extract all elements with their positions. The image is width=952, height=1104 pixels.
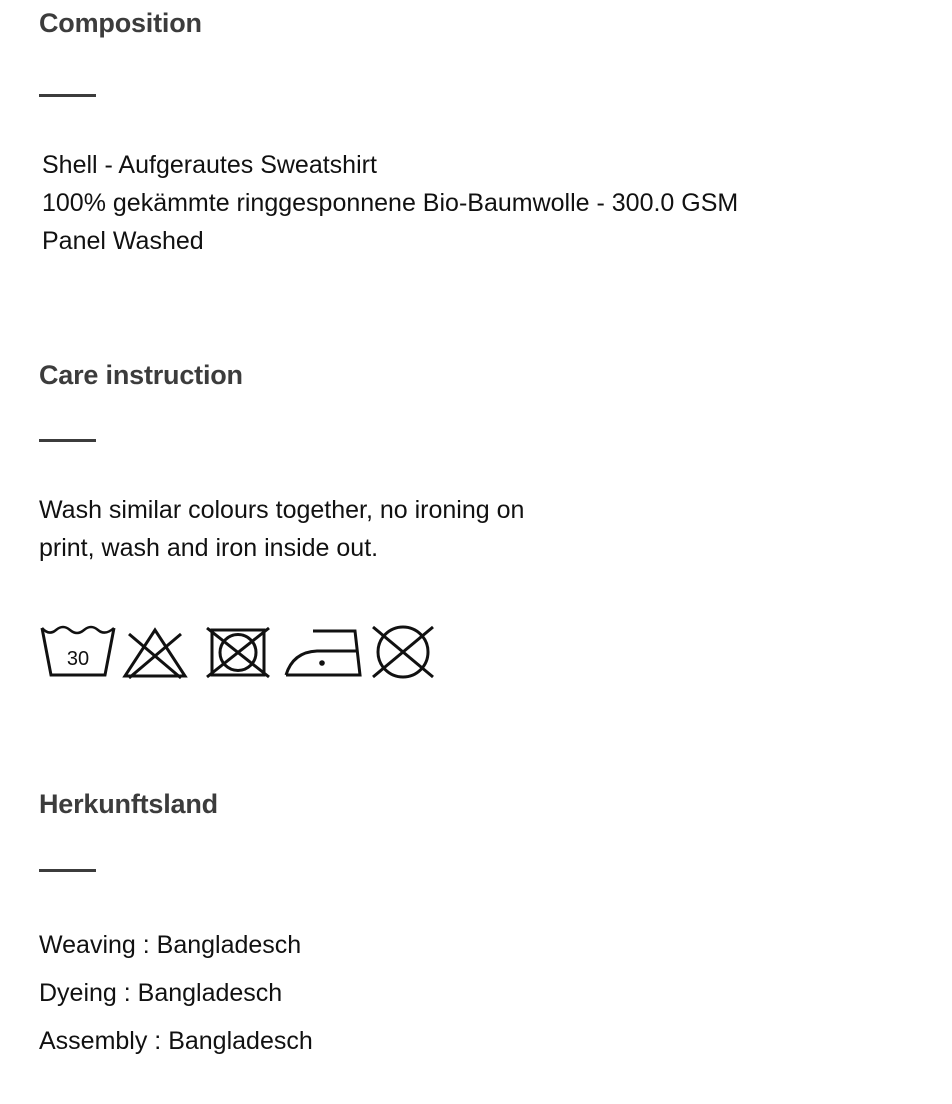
origin-line: Dyeing : Bangladesch [39,979,283,1007]
origin-divider [39,869,96,872]
composition-line: Panel Washed [42,227,204,255]
care-icons-row [39,622,439,682]
wash-temperature-label: 30 [66,648,90,670]
care-text-line: Wash similar colours together, no ironing on [39,496,525,524]
origin-line: Weaving : Bangladesch [39,931,302,959]
composition-heading: Composition [39,8,202,38]
do-not-tumble-dry-icon [201,622,283,682]
care-text-line: print, wash and iron inside out. [39,534,379,562]
composition-line: 100% gekämmte ringgesponnene Bio-Baumwolle - 300.0 GSM [42,189,739,217]
composition-line: Shell - Aufgerautes Sweatshirt [42,151,377,179]
origin-line: Assembly : Bangladesch [39,1027,313,1055]
care-divider [39,439,96,442]
care-heading: Care instruction [39,360,243,390]
composition-divider [39,94,96,97]
do-not-dry-clean-icon [369,622,439,682]
wash-30-icon [39,622,117,682]
iron-low-heat-icon [283,622,369,682]
do-not-bleach-icon [117,622,201,682]
origin-heading: Herkunftsland [39,789,218,819]
